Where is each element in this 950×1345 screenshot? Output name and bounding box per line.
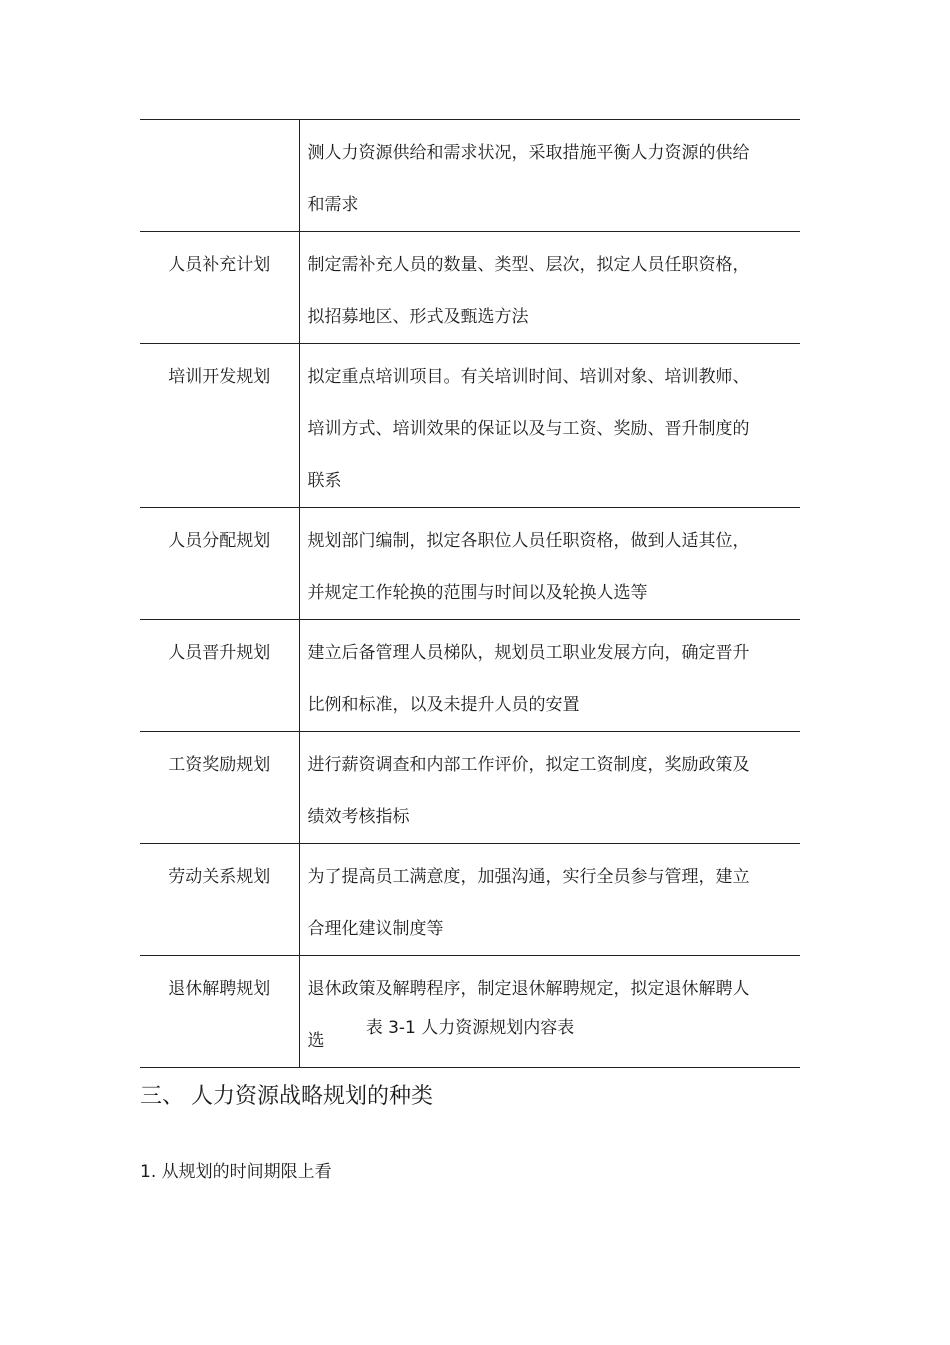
- plan-content-cell: 退休政策及解聘程序，制定退休解聘规定，拟定退休解聘人选: [307, 979, 750, 1051]
- table-caption: 表 3-1 人力资源规划内容表: [365, 1018, 575, 1038]
- table-row: [140, 508, 800, 620]
- plan-name-cell: 工资奖励规划: [140, 732, 299, 844]
- plan-content-cell: 建立后备管理人员梯队，规划员工职业发展方向，确定晋升比例和标准，以及未提升人员的安置: [307, 643, 750, 715]
- table-row: [140, 232, 800, 344]
- plan-name-cell: 培训开发规划: [140, 344, 299, 508]
- table-row: [140, 620, 800, 732]
- plan-content-cell: 测人力资源供给和需求状况，采取措施平衡人力资源的供给和需求: [307, 143, 750, 215]
- table-row: [140, 844, 800, 956]
- plan-name-cell: 劳动关系规划: [140, 844, 299, 956]
- plan-content-table-wrapper: [140, 119, 800, 1068]
- plan-content-table: [140, 119, 800, 1068]
- table-row: [140, 344, 800, 508]
- section-heading: 三、 人力资源战略规划的种类: [140, 1084, 433, 1109]
- plan-name-cell: 退休解聘规划: [140, 956, 299, 1068]
- plan-name-cell: [140, 120, 299, 232]
- plan-content-cell: 制定需补充人员的数量、类型、层次，拟定人员任职资格，拟招募地区、形式及甄选方法: [307, 255, 750, 327]
- plan-name-cell: 人员补充计划: [140, 232, 299, 344]
- numbered-subheading: 1. 从规划的时间期限上看: [140, 1162, 332, 1182]
- plan-name-cell: 人员分配规划: [140, 508, 299, 620]
- plan-content-cell: 为了提高员工满意度，加强沟通，实行全员参与管理，建立合理化建议制度等: [307, 867, 750, 939]
- plan-content-cell: 进行薪资调查和内部工作评价，拟定工资制度，奖励政策及绩效考核指标: [307, 755, 750, 827]
- table-row: [140, 956, 800, 1068]
- plan-content-cell: 规划部门编制，拟定各职位人员任职资格，做到人适其位，并规定工作轮换的范围与时间以及轮换人选等: [307, 531, 750, 603]
- table-row: [140, 732, 800, 844]
- plan-content-cell: 拟定重点培训项目。有关培训时间、培训对象、培训教师、培训方式、培训效果的保证以及与工资、奖励、晋升制度的联系: [307, 367, 750, 491]
- table-row: [140, 120, 800, 232]
- plan-name-cell: 人员晋升规划: [140, 620, 299, 732]
